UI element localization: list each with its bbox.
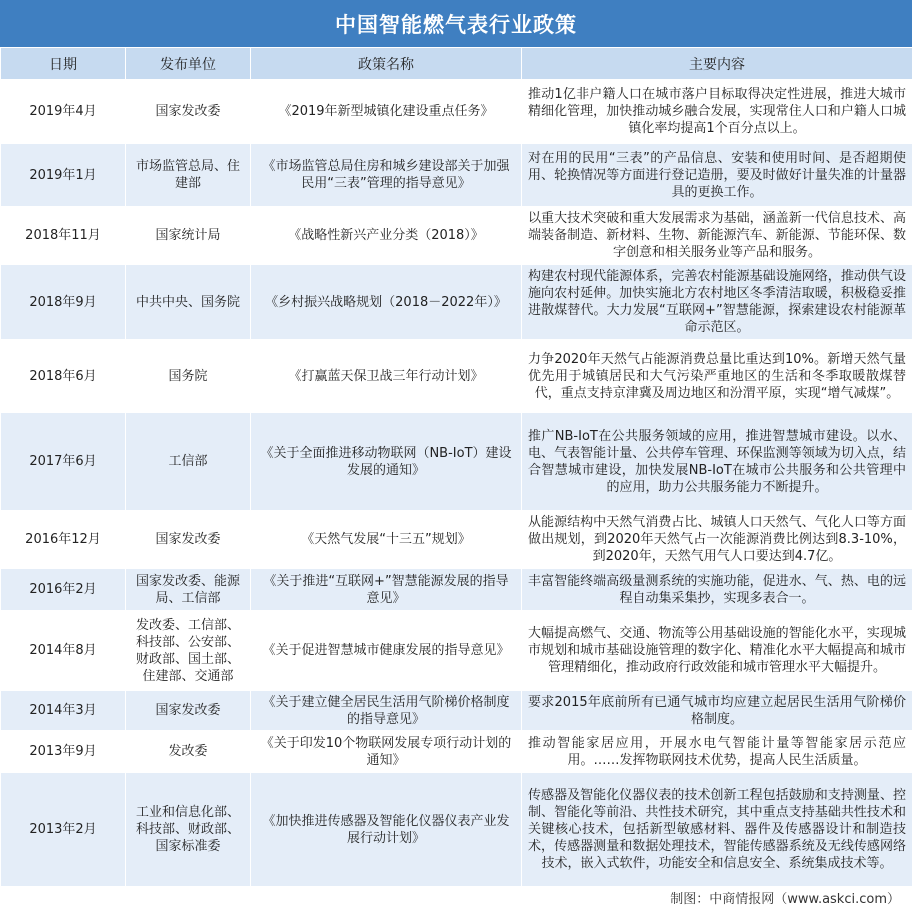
cell-date: 2016年2月 (1, 569, 126, 611)
cell-content: 传感器及智能化仪器仪表的技术创新工程包括鼓励和支持测量、控制、智能化等前沿、共性技术研究，其中重点支持基础共性技术和关键核心技术，包括新型敏感材料、器件及传感器设计和制造技术，传感器测量和数据处理技术，智能传感器系统及无线传感网络技术，嵌入式软件，功能安全和信息安全、系统集成技术等。 (522, 773, 912, 887)
cell-name: 《天然气发展“十三五”规划》 (251, 511, 522, 569)
cell-date: 2018年11月 (1, 207, 126, 265)
cell-content: 力争2020年天然气占能源消费总量比重达到10%。新增天然气量优先用于城镇居民和大气污染严重地区的生活和冬季取暖散煤替代，重点支持京津冀及周边地区和汾渭平原，实现“增气减煤”。 (522, 340, 912, 413)
cell-content: 推动1亿非户籍人口在城市落户目标取得决定性进展，推进大城市精细化管理，加快推动城乡融合发展，实现常住人口和户籍人口城镇化率均提高1个百分点以上。 (522, 80, 912, 144)
cell-content: 从能源结构中天然气消费占比、城镇人口天然气、气化人口等方面做出规划，到2020年天然气占一次能源消费比例达到8.3-10%，到2020年，天然气用气人口要达到4.7亿。 (522, 511, 912, 569)
table-row (1, 265, 912, 340)
table-row (1, 207, 912, 265)
cell-content: 构建农村现代能源体系，完善农村能源基础设施网络，推动供气设施向农村延伸。加快实施北方农村地区冬季清洁取暖，积极稳妥推进散煤替代。大力发展“互联网+”智慧能源，探索建设农村能源革命示范区。 (522, 265, 912, 340)
table-row (1, 773, 912, 887)
cell-date: 2019年4月 (1, 80, 126, 144)
cell-content: 要求2015年底前所有已通气城市均应建立起居民生活用气阶梯价格制度。 (522, 691, 912, 731)
cell-issuer: 工业和信息化部、科技部、财政部、国家标准委 (126, 773, 251, 887)
cell-name: 《关于全面推进移动物联网（NB-IoT）建设发展的通知》 (251, 413, 522, 511)
cell-issuer: 中共中央、国务院 (126, 265, 251, 340)
cell-issuer: 国家发改委 (126, 511, 251, 569)
header-issuer: 发布单位 (126, 48, 251, 80)
cell-content: 推广NB-IoT在公共服务领域的应用，推进智慧城市建设。以水、电、气表智能计量、公共停车管理、环保监测等领域为切入点，结合智慧城市建设，加快发展NB-IoT在城市公共服务和公共管理中的应用，助力公共服务能力不断提升。 (522, 413, 912, 511)
header-name: 政策名称 (251, 48, 522, 80)
cell-issuer: 发改委 (126, 731, 251, 773)
cell-name: 《打赢蓝天保卫战三年行动计划》 (251, 340, 522, 413)
table-row (1, 691, 912, 731)
cell-issuer: 国务院 (126, 340, 251, 413)
cell-issuer: 国家发改委 (126, 80, 251, 144)
cell-date: 2013年9月 (1, 731, 126, 773)
cell-issuer: 发改委、工信部、科技部、公安部、财政部、国土部、住建部、交通部 (126, 611, 251, 691)
policy-table (0, 47, 912, 887)
table-row (1, 569, 912, 611)
cell-content: 大幅提高燃气、交通、物流等公用基础设施的智能化水平，实现城市规划和城市基础设施管理的数字化、精准化水平大幅提高和城市管理精细化，推动政府行政效能和城市管理水平大幅提升。 (522, 611, 912, 691)
header-date: 日期 (1, 48, 126, 80)
table-row (1, 144, 912, 207)
cell-content: 对在用的民用“三表”的产品信息、安装和使用时间、是否超期使用、轮换情况等方面进行登记造册，要及时做好计量失准的计量器具的更换工作。 (522, 144, 912, 207)
cell-content: 推动智能家居应用，开展水电气智能计量等智能家居示范应用。……发挥物联网技术优势，提高人民生活质量。 (522, 731, 912, 773)
cell-issuer: 国家统计局 (126, 207, 251, 265)
table-row (1, 340, 912, 413)
cell-name: 《2019年新型城镇化建设重点任务》 (251, 80, 522, 144)
cell-issuer: 国家发改委、能源局、工信部 (126, 569, 251, 611)
header-content: 主要内容 (522, 48, 912, 80)
cell-name: 《乡村振兴战略规划（2018－2022年）》 (251, 265, 522, 340)
cell-issuer: 国家发改委 (126, 691, 251, 731)
cell-date: 2016年12月 (1, 511, 126, 569)
cell-name: 《关于印发10个物联网发展专项行动计划的通知》 (251, 731, 522, 773)
cell-name: 《关于促进智慧城市健康发展的指导意见》 (251, 611, 522, 691)
table-row (1, 413, 912, 511)
table-row (1, 611, 912, 691)
cell-issuer: 市场监管总局、住建部 (126, 144, 251, 207)
cell-date: 2017年6月 (1, 413, 126, 511)
cell-name: 《市场监管总局住房和城乡建设部关于加强民用“三表”管理的指导意见》 (251, 144, 522, 207)
cell-date: 2018年9月 (1, 265, 126, 340)
source-caption: 制图：中商情报网（www.askci.com） (670, 892, 900, 907)
table-row (1, 511, 912, 569)
page-title: 中国智能燃气表行业政策 (0, 0, 912, 47)
cell-date: 2014年3月 (1, 691, 126, 731)
table-row (1, 731, 912, 773)
cell-name: 《关于建立健全居民生活用气阶梯价格制度的指导意见》 (251, 691, 522, 731)
cell-date: 2018年6月 (1, 340, 126, 413)
cell-name: 《关于推进“互联网+”智慧能源发展的指导意见》 (251, 569, 522, 611)
table-row (1, 80, 912, 144)
cell-date: 2013年2月 (1, 773, 126, 887)
cell-issuer: 工信部 (126, 413, 251, 511)
cell-name: 《战略性新兴产业分类（2018）》 (251, 207, 522, 265)
cell-name: 《加快推进传感器及智能化仪器仪表产业发展行动计划》 (251, 773, 522, 887)
cell-date: 2019年1月 (1, 144, 126, 207)
cell-content: 以重大技术突破和重大发展需求为基础，涵盖新一代信息技术、高端装备制造、新材料、生物、新能源汽车、新能源、节能环保、数字创意和相关服务业等产品和服务。 (522, 207, 912, 265)
cell-date: 2014年8月 (1, 611, 126, 691)
cell-content: 丰富智能终端高级量测系统的实施功能，促进水、气、热、电的远程自动集采集抄，实现多表合一。 (522, 569, 912, 611)
table-header-row (1, 48, 912, 80)
